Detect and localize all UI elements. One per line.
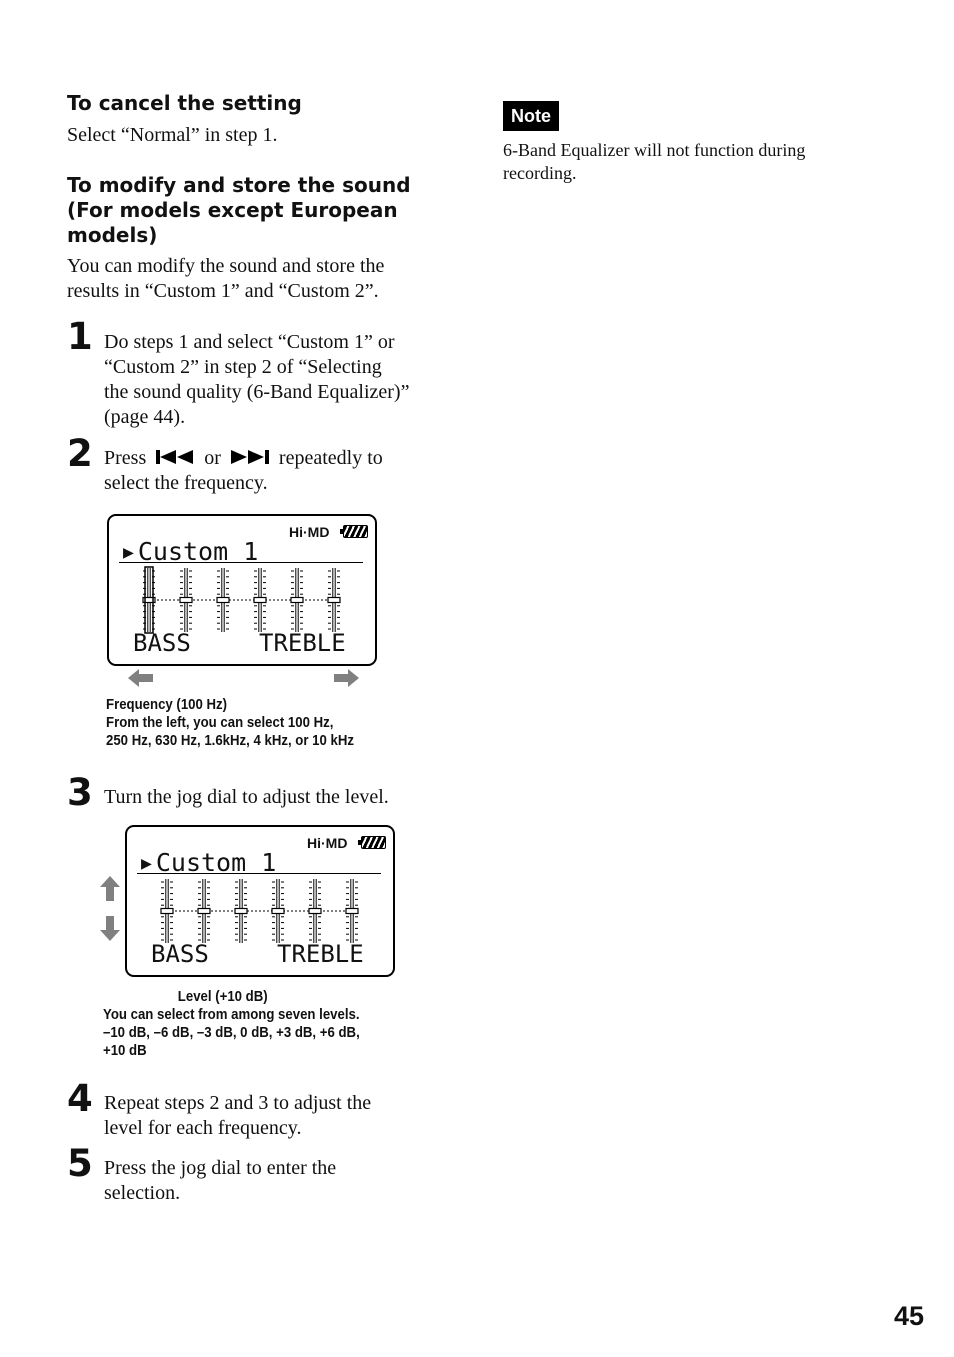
caption-line: Level (+10 dB) [177, 988, 268, 1005]
eq-slider [328, 568, 340, 632]
arrow-down-icon [100, 916, 120, 941]
step-3-text [104, 785, 389, 810]
step-line: selection. [104, 1182, 181, 1204]
step-line: Turn the jog dial to adjust the level. [104, 786, 389, 808]
eq-slider-knob [217, 598, 229, 603]
step-number: 1 [67, 315, 93, 358]
eq-slider-knob [198, 909, 210, 914]
note-box [503, 101, 559, 131]
lcd-display-frequency [107, 514, 377, 666]
note-line: recording. [503, 163, 577, 183]
step-line: select the frequency. [104, 472, 268, 494]
caption-line: Frequency (100 Hz) [106, 696, 228, 713]
step-line: Do steps 1 and select “Custom 1” or [104, 331, 395, 353]
eq-slider [272, 879, 284, 943]
step-line: Press the jog dial to enter the [104, 1157, 337, 1179]
eq-slider-knob [309, 909, 321, 914]
frequency-caption [106, 696, 354, 750]
caption-line: 250 Hz, 630 Hz, 1.6kHz, 4 kHz, or 10 kHz [106, 732, 354, 749]
lcd-title-text: Custom 1 [137, 537, 259, 566]
note-text [503, 139, 805, 185]
eq-slider [198, 879, 210, 943]
step-1-text [104, 330, 409, 430]
eq-slider-knob [161, 909, 173, 914]
step-line: “Custom 2” in step 2 of “Selecting [104, 356, 382, 378]
modify-text-line: results in “Custom 1” and “Custom 2”. [67, 280, 379, 302]
lcd-display-level [125, 825, 395, 977]
previous-track-icon [155, 449, 195, 465]
step-2-press: Press [104, 447, 147, 469]
eq-slider [346, 879, 358, 943]
cancel-text: Select “Normal” in step 1. [67, 124, 278, 146]
play-indicator-icon: ▶ [141, 853, 152, 874]
step-5-text [104, 1156, 336, 1206]
treble-label: TREBLE [259, 629, 346, 657]
eq-slider-knob [272, 909, 284, 914]
step-number: 3 [67, 771, 93, 814]
step-number: 5 [67, 1142, 93, 1185]
step-line: (page 44). [104, 406, 186, 428]
modify-heading-line: (For models except European [67, 198, 398, 222]
step-2-repeatedly: repeatedly to [278, 447, 383, 469]
modify-heading-line: models) [67, 223, 158, 247]
step-2-or: or [204, 447, 221, 469]
bass-label: BASS [151, 940, 209, 968]
step-line: Repeat steps 2 and 3 to adjust the [104, 1092, 372, 1114]
step-4-text [104, 1091, 371, 1141]
arrow-right-icon [333, 669, 359, 687]
cancel-heading: To cancel the setting [67, 91, 302, 115]
eq-slider [254, 568, 266, 632]
treble-label: TREBLE [277, 940, 364, 968]
eq-slider-knob [235, 909, 247, 914]
caption-line: +10 dB [103, 1042, 147, 1059]
modify-text [67, 254, 384, 304]
modify-heading-line: To modify and store the sound [67, 173, 411, 197]
caption-line: From the left, you can select 100 Hz, [106, 714, 334, 731]
note-line: 6-Band Equalizer will not function during [503, 140, 806, 160]
play-indicator-icon: ▶ [123, 542, 134, 563]
step-number: 4 [67, 1077, 93, 1120]
note-label: Note [503, 101, 559, 131]
arrow-left-icon [128, 669, 154, 687]
arrow-up-icon [100, 876, 120, 901]
eq-slider-knob [346, 909, 358, 914]
eq-slider-knob [328, 598, 340, 603]
eq-slider [217, 568, 229, 632]
himd-logo: Hi·MD [307, 835, 348, 851]
level-caption [103, 988, 360, 1060]
eq-slider [235, 879, 247, 943]
eq-slider [161, 879, 173, 943]
eq-slider [309, 879, 321, 943]
himd-logo: Hi·MD [289, 524, 330, 540]
caption-line: –10 dB, –6 dB, –3 dB, 0 dB, +3 dB, +6 dB, [103, 1024, 360, 1041]
eq-slider [143, 567, 155, 633]
eq-slider-knob [291, 598, 303, 603]
page-number: 45 [893, 1301, 924, 1331]
modify-text-line: You can modify the sound and store the [67, 255, 385, 277]
caption-line: You can select from among seven levels. [103, 1006, 360, 1023]
modify-heading [67, 173, 411, 248]
step-line: level for each frequency. [104, 1117, 302, 1139]
lcd-title-text: Custom 1 [155, 848, 277, 877]
eq-slider [291, 568, 303, 632]
eq-slider [180, 568, 192, 632]
step-line: the sound quality (6-Band Equalizer)” [104, 381, 410, 403]
eq-slider-knob [254, 598, 266, 603]
eq-slider-knob [180, 598, 192, 603]
bass-label: BASS [133, 629, 191, 657]
step-2-text [104, 446, 383, 496]
next-track-icon [230, 449, 270, 465]
step-number: 2 [67, 432, 93, 475]
